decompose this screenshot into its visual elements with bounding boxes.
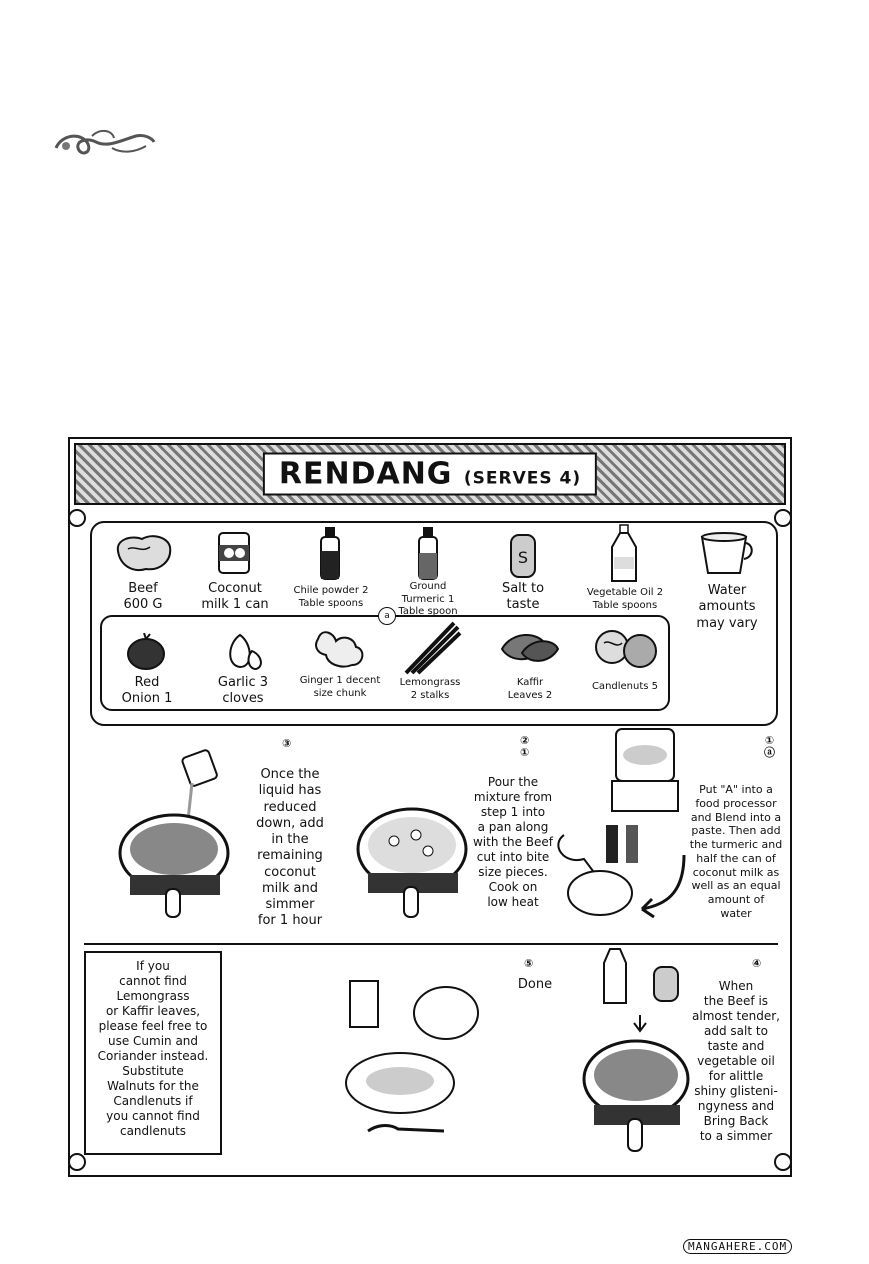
step2-ref: ① [520,746,530,760]
step3-illustration [110,749,260,919]
paste-ingredient-label: Garlic 3 cloves [217,675,269,707]
beef-icon [112,531,174,575]
step4-number: ④ [752,957,762,970]
step1-number: ① [764,734,775,747]
recipe-serves: (SERVES 4) [463,468,582,489]
step5-illustration [340,975,480,1145]
recipe-name: RENDANG [278,456,453,492]
step2-illustration [354,789,474,919]
turmeric-bottle-icon [416,525,440,581]
paste-group-badge: a [378,607,396,625]
ingredient-label: Beef 600 G [123,581,163,613]
recipe-frame [68,437,792,1177]
paste-ingredient-label: Kaffir Leaves 2 [507,677,553,701]
flourish-ornament [52,126,158,162]
substitution-tip-text: If you cannot find Lemongrass or Kaffir leaves, please feel free to use Cumin and Coriander instead. Substitute Walnuts for the Candlenuts if you cannot find candlenuts [97,959,209,1138]
ingredients-box [90,521,778,726]
svg-text:S: S [517,548,529,567]
paste-ingredient-label: Ginger 1 decent size chunk [299,675,381,699]
step2-number: ② [520,734,530,747]
paste-ingredient-label: Candlenuts 5 [591,681,659,692]
ingredient-label: Chile powder 2 Table spoons [293,585,369,609]
ingredient-label: Coconut milk 1 can [201,581,269,613]
recipe-title [263,453,597,496]
corner-ornament [774,1153,792,1171]
corner-ornament [68,1153,86,1171]
ingredient-label: Vegetable Oil 2 Table spoons [586,587,664,611]
kaffir-leaves-icon [498,627,562,669]
step4-text: When the Beef is almost tender, add salt to taste and vegetable oil for alittle shiny glisteni- ngyness and Bring Back to a simmer [692,979,780,1143]
paste-ingredients-box [100,611,670,711]
garlic-icon [222,631,264,671]
step2-text: Pour the mixture from step 1 into a pan along with the Beef cut into bite size pieces. Cook on low heat [472,775,553,909]
ginger-icon [312,625,368,671]
site-watermark: MANGAHERE.COM [683,1239,792,1254]
paste-ingredient-label: Lemongrass 2 stalks [399,677,461,701]
step5-number: ⑤ [524,957,534,970]
step1-text: Put "A" into a food processor and Blend into a paste. Then add the turmeric and half the can of coconut milk as well as an equal amount of water [689,783,783,920]
step1-number-block [764,735,775,759]
oil-bottle-icon [608,523,640,585]
step1-illustration [554,725,696,943]
measuring-cup-icon [696,529,754,577]
red-onion-icon [124,633,168,671]
corner-ornament [68,509,86,527]
step3-number: ③ [282,737,292,750]
salt-shaker-icon [508,531,538,579]
ingredient-label: Salt to taste [501,581,545,613]
step1-ref: ⓐ [764,746,775,760]
coconut-milk-can-icon [216,529,252,577]
candlenuts-icon [592,625,660,671]
step2-number-block [520,735,529,759]
ingredient-label: Ground Turmeric 1 Table spoon [398,581,458,617]
title-banner [74,443,786,505]
substitution-tip-box [84,951,222,1155]
step3-text: Once the liquid has reduced down, add in the remaining coconut milk and simmer for 1 hour [256,767,324,929]
corner-ornament [774,509,792,527]
paste-ingredient-label: Red Onion 1 [121,675,173,707]
step4-illustration [580,945,696,1155]
lemongrass-icon [402,619,462,675]
ingredient-label: Water amounts may vary [696,583,758,631]
step5-text: Done [517,977,553,992]
chile-powder-bottle-icon [318,525,342,581]
